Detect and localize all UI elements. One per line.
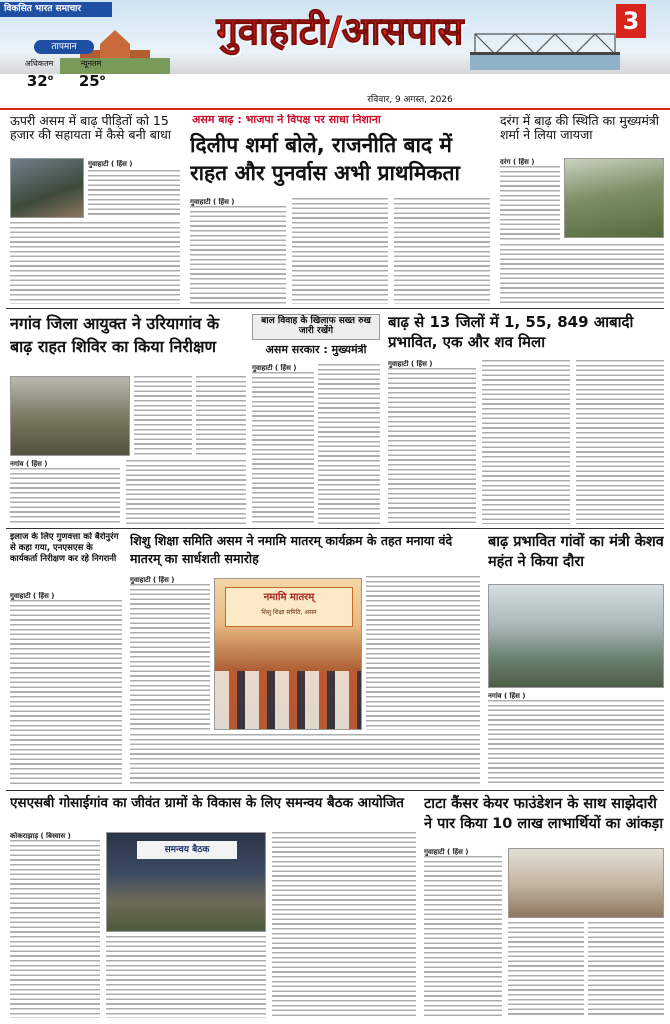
darrang-photo (564, 158, 664, 238)
flood-villages-photo (488, 584, 664, 688)
nagaon-body-b (196, 376, 246, 456)
flood-villages-dateline: नगांव ( हिंस ) (488, 692, 526, 700)
child-marriage-headline: असम सरकार : मुख्यमंत्री (265, 344, 367, 356)
darrang-body-2 (500, 244, 664, 304)
darrang-headline: दरंग में बाढ़ की स्थिति का मुख्यमंत्री शर्मा ने लिया जायजा (500, 114, 660, 142)
tata-photo (508, 848, 664, 918)
child-marriage-body-1 (252, 372, 314, 524)
stray-dogs-dateline: गुवाहाटी ( हिंस ) (10, 592, 55, 600)
tata-body-1 (424, 856, 502, 1018)
date-line: रविवार, 9 अगस्त, 2026 (367, 95, 453, 105)
row-rule-1 (6, 308, 664, 309)
child-marriage-dateline: गुवाहाटी ( हिंस ) (252, 364, 297, 372)
weather-max-value: 32$^o$ (26, 72, 54, 90)
lead-body-col3 (394, 198, 490, 304)
tata-body-2 (508, 922, 584, 1018)
masthead (0, 0, 670, 112)
darrang-dateline: दरंग ( हिंस ) (500, 158, 535, 166)
shishu-shiksha-body-1 (130, 584, 210, 730)
nagaon-body-c (10, 468, 120, 524)
nagaon-headline: नगांव जिला आयुक्त ने उरियागांव के बाढ़ राहत शिविर का किया निरीक्षण (10, 314, 220, 357)
stray-dogs-headline: इलाज के लिए गुणवत्ता को बैरोनुरंग से कहा गया, एनएसएस के कार्यकर्ता निरीक्षण कर रहे निगरानी (10, 532, 119, 565)
stray-dogs-body-1 (10, 600, 122, 786)
shishu-shiksha-body-2 (366, 576, 480, 730)
tata-body-3 (588, 922, 664, 1018)
nagaon-body-d (126, 460, 246, 524)
tata-headline: टाटा कैंसर केयर फाउंडेशन के साथ साझेदारी ने पार किया 10 लाख लाभार्थियों का आंकड़ा (424, 796, 664, 833)
flood-villages-headline: बाढ़ प्रभावित गांवों का मंत्री केशव महंत ने किया दौरा (488, 534, 664, 571)
ssb-body-2 (106, 936, 266, 1018)
page-number: 3 (616, 4, 646, 38)
masthead-rule (0, 108, 670, 110)
event-photo (214, 578, 362, 730)
shishu-shiksha-headline: शिशु शिक्षा समिति असम ने नमामि मातरम् कार्यक्रम के तहत मनाया वंदे मातरम् का सार्धशती समारोह (130, 533, 453, 566)
flood-13-body-3 (576, 360, 664, 524)
lead-body-col2 (292, 198, 388, 304)
event-banner (225, 587, 353, 627)
meeting-banner: समन्वय बैठक (137, 841, 237, 859)
row-rule-3 (6, 790, 664, 791)
meeting-photo (106, 832, 266, 932)
flood-13-dateline: गुवाहाटी ( हिंस ) (388, 360, 433, 368)
row-rule-2 (6, 528, 664, 529)
flood-13-body-2 (482, 360, 570, 524)
lead-dateline: गुवाहाटी ( हिंस ) (190, 198, 235, 206)
flood-victims-headline: ऊपरी असम में बाढ़ पीड़ितों को 15 हजार की सहायता में कैसे बनी बाधा (10, 114, 172, 142)
weather-min-label: न्यूनतम (80, 59, 102, 68)
event-stage (215, 671, 362, 730)
lead-headline: दिलीप शर्मा बोले, राजनीति बाद में राहत और पुनर्वास अभी प्राथमिकता (190, 133, 460, 185)
ssb-gosaigaon-headline: एसएसबी गोसाईगांव का जीवंत ग्रामों के विकास के लिए समन्वय बैठक आयोजित (10, 795, 404, 811)
nagaon-dateline: नगांव ( हिंस ) (10, 460, 48, 468)
lead-body-col1 (190, 206, 286, 304)
flood-victims-photo (10, 158, 84, 218)
nagaon-body-a (134, 376, 192, 456)
ssb-body-3 (272, 832, 416, 1018)
flood-13-body-1 (388, 368, 476, 524)
flood-villages-body (488, 700, 664, 786)
child-marriage-body-2 (318, 364, 380, 524)
flood-victims-body-2 (10, 222, 180, 304)
event-banner-text: नमामि मातरम् (263, 592, 315, 603)
tata-dateline: गुवाहाटी ( हिंस ) (424, 848, 469, 856)
flood-victims-dateline: गुवाहाटी ( हिंस ) (88, 160, 133, 168)
shishu-shiksha-body-3 (130, 734, 480, 786)
ssb-gosaigaon-dateline: कोकराझाड़ ( बिस्वास ) (10, 832, 71, 840)
weather-max-label: अधिकतम (24, 59, 54, 68)
weather-min-value: 25$^o$ (78, 72, 106, 90)
section-title: गुवाहाटी/आसपास (216, 9, 464, 53)
lead-kicker: असम बाढ़ : भाजपा ने विपक्ष पर साधा निशाना (192, 114, 381, 126)
flood-victims-body (88, 170, 180, 218)
nagaon-photo (10, 376, 130, 456)
flood-13-headline: बाढ़ से 13 जिलों में 1, 55, 849 आबादी प्रभावित, एक और शव मिला (388, 313, 634, 352)
weather-box (14, 38, 114, 102)
edition-tag: विकसित भारत समाचार (0, 2, 112, 17)
weather-label: तापमान (34, 40, 94, 54)
shishu-shiksha-dateline: गुवाहाटी ( हिंस ) (130, 576, 175, 584)
child-marriage-kicker: बाल विवाह के खिलाफ सख्त रुख जारी रखेंगे (252, 314, 380, 340)
event-banner-sub: शिशु शिक्षा समिति, असम (261, 609, 317, 616)
ssb-body-1 (10, 840, 100, 1018)
darrang-body-1 (500, 166, 560, 240)
